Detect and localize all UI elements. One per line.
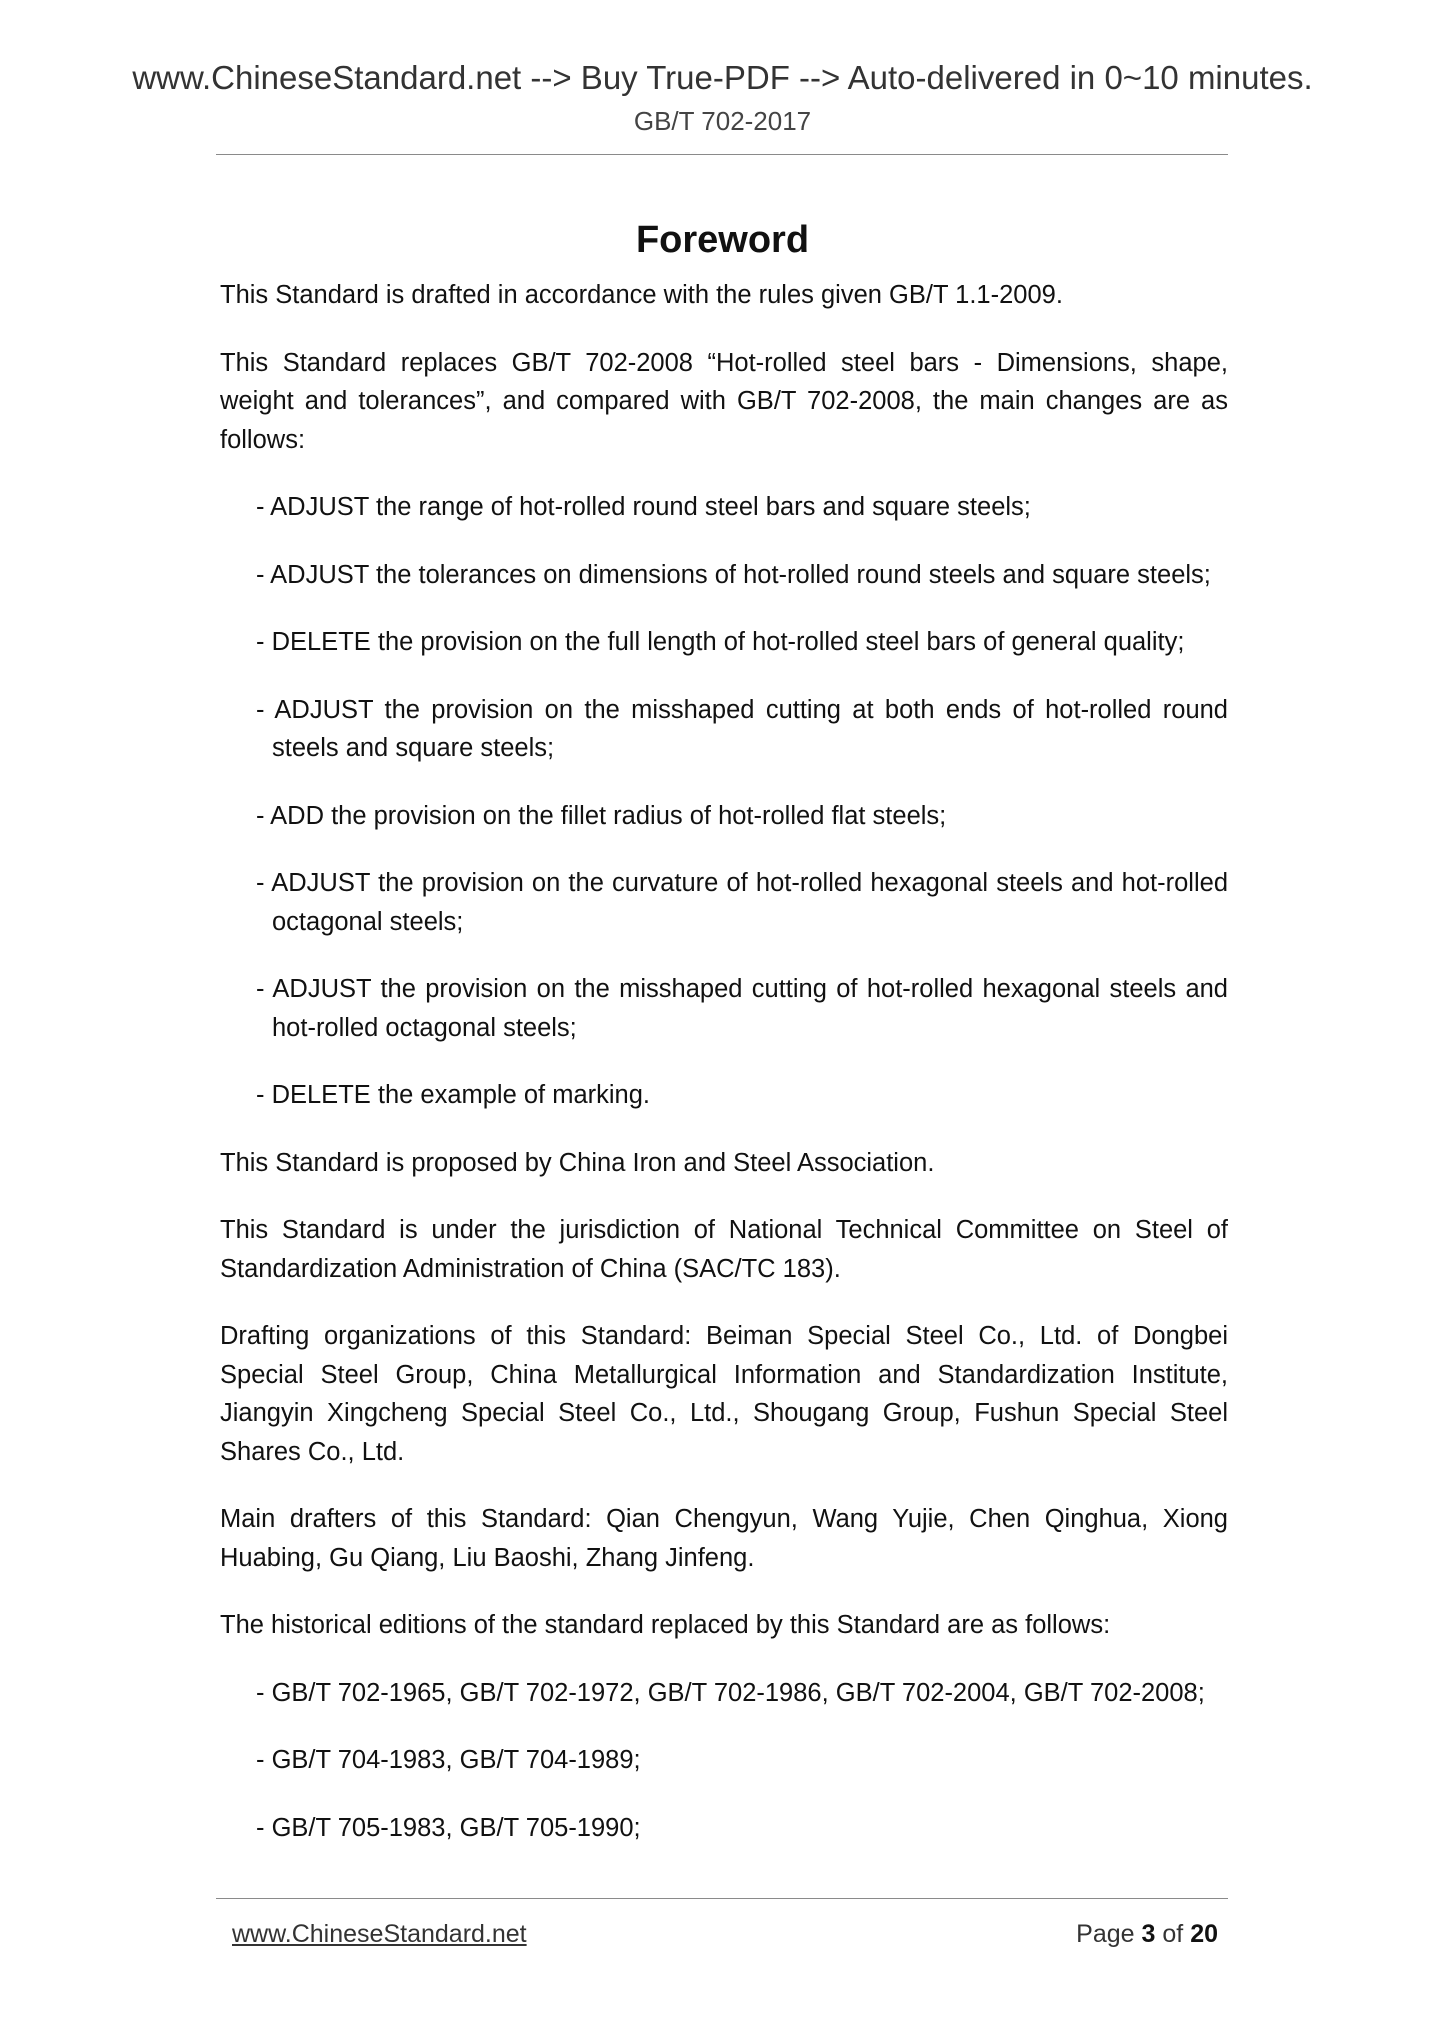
header-divider: [216, 154, 1228, 155]
list-item-change: - ADD the provision on the fillet radius of hot-rolled flat steels;: [256, 801, 947, 830]
footer-divider: [216, 1898, 1228, 1899]
paragraph-main-drafters: Main drafters of this Standard: Qian Chengyun, Wang Yujie, Chen Qinghua, Xiong Huabing, Gu Qiang, Liu Baoshi, Zhang Jinfeng.: [220, 1505, 1228, 1572]
page-of: of: [1162, 1920, 1184, 1948]
list-item-change: - ADJUST the provision on the misshaped cutting of hot-rolled hexagonal steels and hot-rolled octagonal steels;: [256, 975, 1228, 1042]
paragraph-drafting-organizations: Drafting organizations of this Standard: Beiman Special Steel Co., Ltd. of Dongbei Special Steel Group, China Metallurgical Information and Standardization Institute, Jiangyin Xingcheng Special Steel Co., Ltd., Shougang Group, Fushun Special Steel Shares Co., Ltd.: [220, 1322, 1228, 1466]
list-item-edition: - GB/T 702-1965, GB/T 702-1972, GB/T 702-1986, GB/T 702-2004, GB/T 702-2008;: [256, 1678, 1205, 1707]
header-banner: www.ChineseStandard.net --> Buy True-PDF --> Auto-delivered in 0~10 minutes.: [132, 59, 1313, 96]
paragraph-proposed-by: This Standard is proposed by China Iron and Steel Association.: [220, 1148, 935, 1177]
list-item-edition: - GB/T 705-1983, GB/T 705-1990;: [256, 1813, 641, 1842]
paragraph-historical-editions: The historical editions of the standard replaced by this Standard are as follows:: [220, 1611, 1111, 1639]
document-body: [220, 276, 1228, 1876]
paragraph-replacement: This Standard replaces GB/T 702-2008 “Hot-rolled steel bars - Dimensions, shape, weight and tolerances”, and compared with GB/T 702-2008, the main changes are as follows:: [220, 348, 1228, 454]
page-total: 20: [1190, 1920, 1218, 1948]
list-item-change: - ADJUST the provision on the curvature of hot-rolled hexagonal steels and hot-rolled octagonal steels;: [256, 869, 1228, 936]
list-item-edition: - GB/T 704-1983, GB/T 704-1989;: [256, 1746, 641, 1774]
footer-website-link[interactable]: www.ChineseStandard.net: [232, 1920, 527, 1948]
list-item-change: - ADJUST the provision on the misshaped cutting at both ends of hot-rolled round steels and square steels;: [256, 695, 1228, 762]
page-title: Foreword: [635, 219, 810, 262]
list-item-change: - DELETE the example of marking.: [256, 1081, 650, 1109]
page-current: 3: [1141, 1920, 1156, 1948]
standard-code: GB/T 702-2017: [633, 106, 812, 136]
list-item-change: - DELETE the provision on the full length of hot-rolled steel bars of general quality;: [256, 628, 1185, 656]
list-item-change: - ADJUST the tolerances on dimensions of hot-rolled round steels and square steels;: [256, 560, 1211, 589]
page-number: [1076, 1917, 1218, 1951]
paragraph-jurisdiction: This Standard is under the jurisdiction of National Technical Committee on Steel of Standardization Administration of China (SAC/TC 183).: [220, 1216, 1228, 1283]
paragraph-drafting-rules: This Standard is drafted in accordance with the rules given GB/T 1.1-2009.: [220, 281, 1063, 309]
list-item-change: - ADJUST the range of hot-rolled round steel bars and square steels;: [256, 493, 1031, 521]
page-label: Page: [1076, 1920, 1135, 1948]
